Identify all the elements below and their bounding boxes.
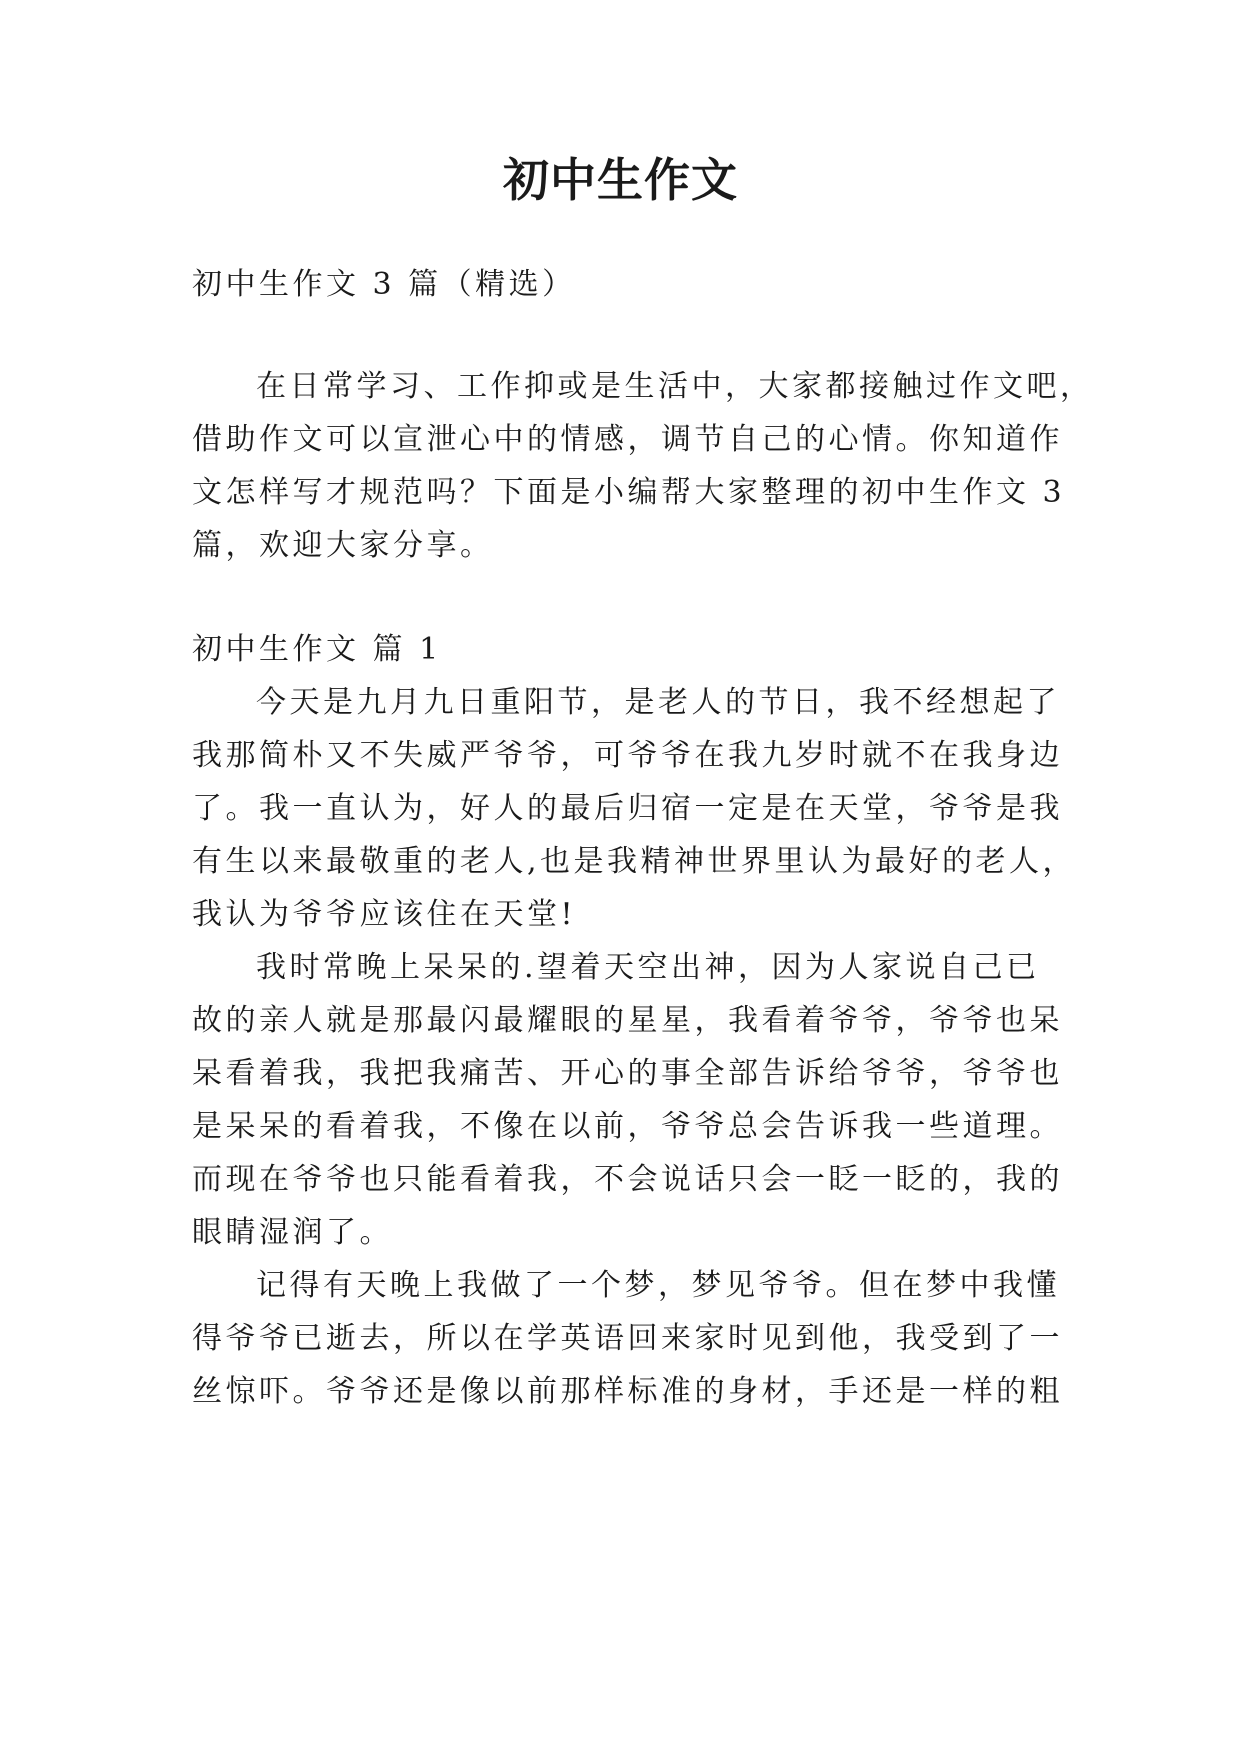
- intro-line: 在日常学习、工作抑或是生活中，大家都接触过作文吧，: [256, 369, 1094, 404]
- paragraph-line: 我认为爷爷应该住在天堂!: [192, 897, 577, 932]
- paragraph-line: 今天是九月九日重阳节，是老人的节日，我不经想起了: [256, 685, 1060, 720]
- paragraph-line: 是呆呆的看着我，不像在以前，爷爷总会告诉我一些道理。: [192, 1109, 1063, 1144]
- paragraph-line: 眼睛湿润了。: [192, 1215, 393, 1250]
- document-title: 初中生作文: [503, 153, 738, 207]
- paragraph-line: 故的亲人就是那最闪最耀眼的星星，我看着爷爷，爷爷也呆: [192, 1003, 1063, 1038]
- paragraph-line: 得爷爷已逝去，所以在学英语回来家时见到他，我受到了一: [192, 1321, 1063, 1356]
- subtitle: 初中生作文 3 篇（精选）: [192, 267, 576, 302]
- intro-line: 借助作文可以宣泄心中的情感，调节自己的心情。你知道作: [192, 422, 1063, 457]
- paragraph-line: 而现在爷爷也只能看着我，不会说话只会一眨一眨的，我的: [192, 1162, 1063, 1197]
- paragraph-line: 记得有天晚上我做了一个梦，梦见爷爷。但在梦中我懂: [256, 1268, 1060, 1303]
- paragraph-line: 有生以来最敬重的老人,也是我精神世界里认为最好的老人，: [192, 844, 1077, 879]
- paragraph-line: 了。我一直认为，好人的最后归宿一定是在天堂，爷爷是我: [192, 791, 1063, 826]
- intro-line: 篇，欢迎大家分享。: [192, 528, 494, 563]
- section-heading: 初中生作文 篇 1: [192, 632, 442, 667]
- intro-line: 文怎样写才规范吗？下面是小编帮大家整理的初中生作文 3: [192, 475, 1066, 510]
- paragraph-line: 呆看着我，我把我痛苦、开心的事全部告诉给爷爷，爷爷也: [192, 1056, 1063, 1091]
- paragraph-line: 我那简朴又不失威严爷爷，可爷爷在我九岁时就不在我身边: [192, 738, 1063, 773]
- paragraph-line: 丝惊吓。爷爷还是像以前那样标准的身材，手还是一样的粗: [192, 1374, 1063, 1409]
- paragraph-line: 我时常晚上呆呆的.望着天空出神，因为人家说自己已: [256, 950, 1040, 985]
